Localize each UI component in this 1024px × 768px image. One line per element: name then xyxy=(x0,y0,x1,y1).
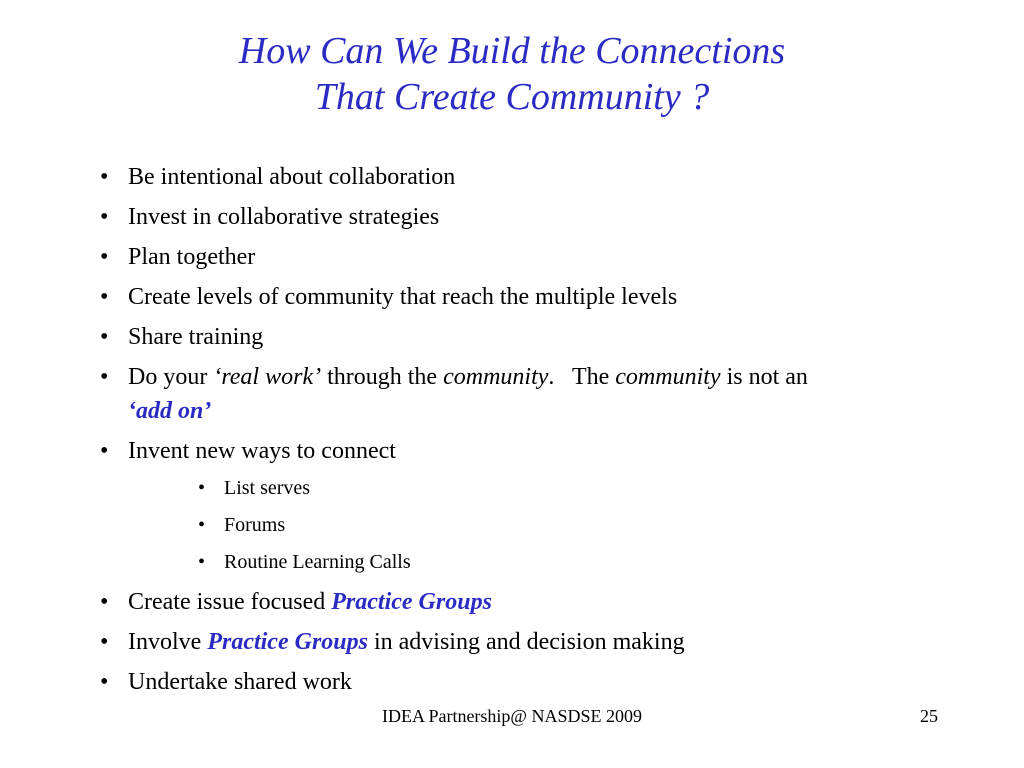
bullet-marker: • xyxy=(198,477,206,499)
bullet-marker: • xyxy=(100,438,109,464)
bullet-text: Invest in collaborative strategies xyxy=(128,204,440,230)
bullet-text: Share training xyxy=(128,324,264,350)
bullet-marker: • xyxy=(100,589,109,615)
bullet-text: is not an xyxy=(720,364,808,390)
bullet-text: Do your xyxy=(128,364,214,390)
bullet-text: Invent new ways to connect xyxy=(128,438,396,464)
list-item xyxy=(100,240,980,274)
bullet-marker: • xyxy=(100,324,109,350)
sub-bullet-text: Routine Learning Calls xyxy=(224,551,411,573)
list-item xyxy=(100,360,980,428)
bullet-marker: • xyxy=(100,204,109,230)
emphasis-text: community xyxy=(443,364,549,390)
sub-list-item xyxy=(100,511,980,539)
bullet-text: Create levels of community that reach the multiple levels xyxy=(128,284,678,310)
bullet-marker: • xyxy=(100,629,109,655)
bullet-text: in advising and decision making xyxy=(367,629,685,655)
bullet-text: . The xyxy=(548,364,616,390)
bullet-text: Be intentional about collaboration xyxy=(128,164,456,190)
emphasis-text: community xyxy=(615,364,721,390)
page-number: 25 xyxy=(920,706,938,726)
list-item xyxy=(100,160,980,194)
bullet-text: Plan together xyxy=(128,244,256,270)
bullet-marker: • xyxy=(100,164,109,190)
slide-title xyxy=(0,28,1024,120)
sub-list-item xyxy=(100,548,980,576)
bullet-text: Create issue focused xyxy=(128,589,332,615)
title-line-1: How Can We Build the Connections xyxy=(238,30,786,72)
bullet-text: Involve xyxy=(128,629,208,655)
highlight-text: ‘add on’ xyxy=(128,398,212,424)
list-item xyxy=(100,665,980,699)
list-item xyxy=(100,280,980,314)
highlight-text: Practice Groups xyxy=(207,629,368,655)
bullet-text: through the xyxy=(321,364,444,390)
sub-bullet-text: Forums xyxy=(224,514,286,536)
bullet-marker: • xyxy=(198,551,206,573)
bullet-marker: • xyxy=(100,364,109,390)
bullet-marker: • xyxy=(198,514,206,536)
sub-bullet-text: List serves xyxy=(224,477,311,499)
bullet-marker: • xyxy=(100,244,109,270)
list-item xyxy=(100,585,980,619)
emphasis-text: ‘real work’ xyxy=(213,364,322,390)
list-item xyxy=(100,320,980,354)
bullet-marker: • xyxy=(100,284,109,310)
bullet-text: Undertake shared work xyxy=(128,669,352,695)
list-item xyxy=(100,200,980,234)
list-item xyxy=(100,625,980,659)
sub-list-item xyxy=(100,474,980,502)
title-line-2: That Create Community ? xyxy=(314,76,710,118)
footer-text: IDEA Partnership@ NASDSE 2009 xyxy=(381,706,643,726)
bullet-list xyxy=(100,160,980,705)
bullet-text-line-1 xyxy=(128,360,980,394)
bullet-marker: • xyxy=(100,669,109,695)
list-item xyxy=(100,434,980,468)
highlight-text: Practice Groups xyxy=(331,589,492,615)
